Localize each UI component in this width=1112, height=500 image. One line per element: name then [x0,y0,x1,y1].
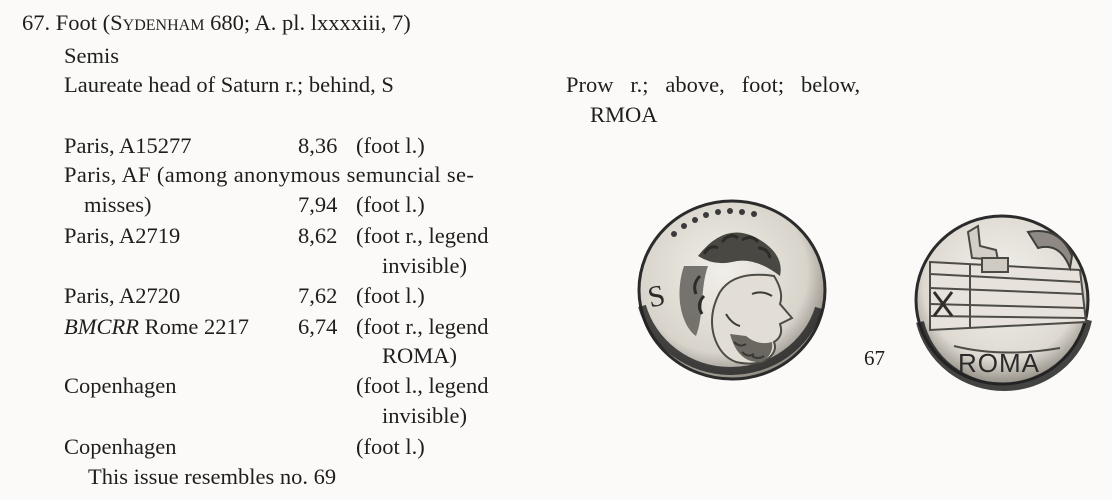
specimen-note: (foot l.) [356,283,425,308]
specimen-note: (foot l.) [356,133,425,158]
reverse-description-line2: RMOA [590,102,658,127]
specimen-note: (foot l.) [356,192,425,217]
entry-ref-open: ( [102,10,111,35]
specimen-collection: Paris, A15277 [64,133,192,158]
specimen-collection: misses) [84,192,152,217]
specimen-collection [64,314,249,340]
reverse-coin-legend: ROMA [958,348,1040,378]
reverse-coin-image [910,212,1094,396]
plate-label: 67 [864,346,885,370]
specimen-note: (foot l.) [356,434,425,459]
specimen-note-cont: invisible) [382,403,467,428]
specimen-collection: Copenhagen [64,434,177,459]
specimen-collection: Paris, AF (among anonymous semuncial se- [64,162,475,187]
entry-ref-author: Sydenham [110,10,205,35]
entry-header [22,10,411,36]
specimen-note-cont: invisible) [382,253,467,278]
obverse-coin-image [634,196,834,396]
entry-ref-rest: 680; A. pl. lxxxxiii, 7) [204,10,411,35]
specimen-weight: 7,62 [298,283,338,308]
specimen-collection-italic: BMCRR [64,314,139,339]
specimen-note: (foot r., legend [356,314,489,339]
obverse-coin-s-mark: S [644,278,669,315]
specimen-collection: Paris, A2719 [64,223,181,248]
footnote: This issue resembles no. 69 [88,464,337,489]
reverse-description-line1: Prow r.; above, foot; below, [566,72,861,97]
specimen-collection: Paris, A2720 [64,283,181,308]
obverse-description: Laureate head of Saturn r.; behind, S [64,72,394,97]
specimen-note: (foot l., legend [356,373,489,398]
denomination: Semis [64,43,120,68]
specimen-weight: 7,94 [298,192,338,217]
specimen-collection: Copenhagen [64,373,177,398]
specimen-collection-rest: Rome 2217 [138,314,249,339]
specimen-weight: 8,62 [298,223,338,248]
entry-title: Foot [55,10,98,35]
specimen-weight: 8,36 [298,133,338,158]
specimen-note-cont: ROMA) [382,343,458,368]
entry-number: 67. [22,10,51,35]
specimen-note: (foot r., legend [356,223,489,248]
specimen-weight: 6,74 [298,314,338,339]
